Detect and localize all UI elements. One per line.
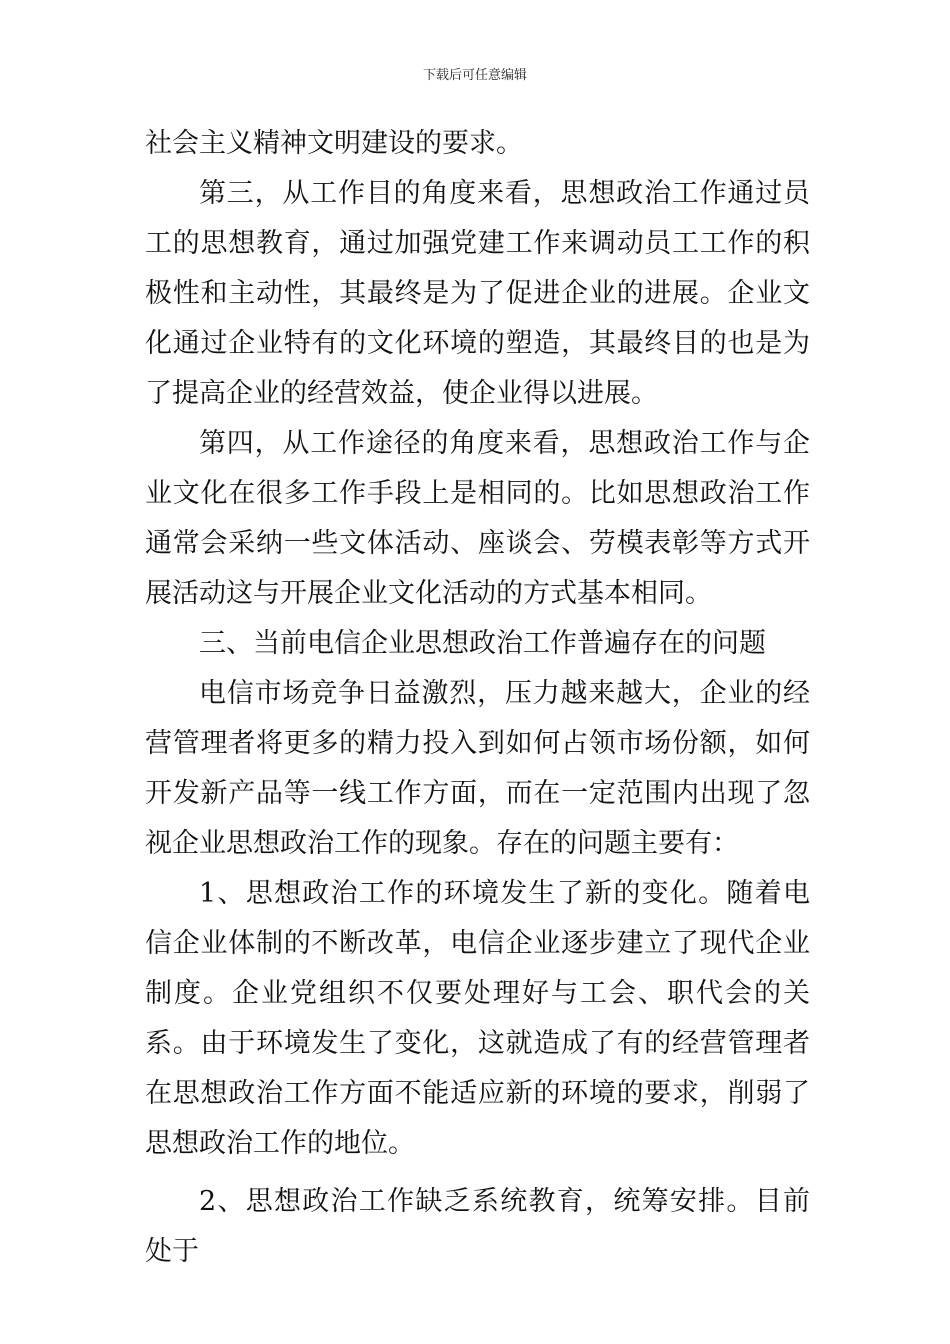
page-header: 下载后可任意编辑 <box>422 68 527 83</box>
section-heading: 三、当前电信企业思想政治工作普遍存在的问题 <box>199 628 766 659</box>
paragraph-problem-1: 1、思想政治工作的环境发生了新的变化。随着电信企业体制的不断改革，电信企业逐步建立了现代企业制度。企业党组织不仅要处理好与工会、职代会的关系。由于环境发生了变化，这就造成了有的经营管理者在思想政治工作方面不能适应新的环境的要求，削弱了思想政治工作的地位。 <box>145 878 810 1159</box>
paragraph-continuation: 社会主义精神文明建设的要求。 <box>145 128 523 159</box>
paragraph-problem-2: 2、思想政治工作缺乏系统教育，统筹安排。目前处于 <box>145 1186 810 1267</box>
paragraph-third-point: 第三，从工作目的角度来看，思想政治工作通过员工的思想教育，通过加强党建工作来调动员工工作的积极性和主动性，其最终是为了促进企业的进展。企业文化通过企业特有的文化环境的塑造，其最终目的也是为了提高企业的经营效益，使企业得以进展。 <box>145 178 810 409</box>
paragraph-problems-intro: 电信市场竞争日益激烈，压力越来越大，企业的经营管理者将更多的精力投入到如何占领市场份额，如何开发新产品等一线工作方面，而在一定范围内出现了忽视企业思想政治工作的现象。存在的问题主要有： <box>145 678 810 859</box>
paragraph-fourth-point: 第四，从工作途径的角度来看，思想政治工作与企业文化在很多工作手段上是相同的。比如思想政治工作通常会采纳一些文体活动、座谈会、劳模表彰等方式开展活动这与开展企业文化活动的方式基本相同。 <box>145 428 810 609</box>
document-body <box>145 119 810 1277</box>
